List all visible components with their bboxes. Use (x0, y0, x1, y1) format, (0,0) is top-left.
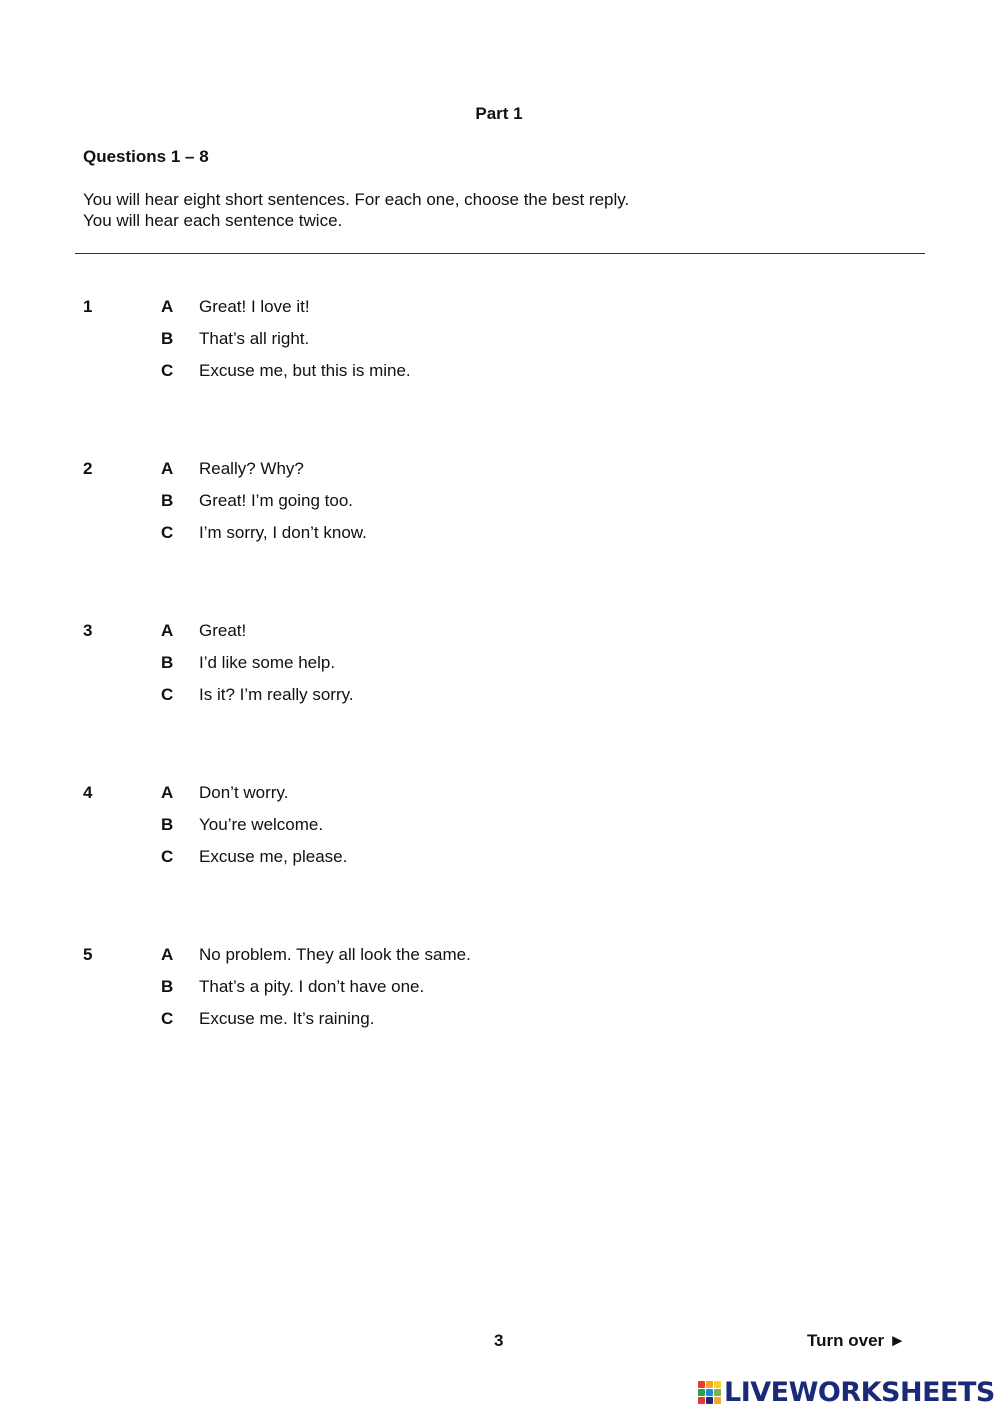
option-letter: C (161, 361, 174, 380)
option-text: That’s all right. (199, 329, 310, 348)
questions-range: Questions 1 – 8 (83, 147, 209, 166)
logo-square (706, 1397, 713, 1404)
option-letter: C (161, 1009, 174, 1028)
logo-text: LIVEWORKSHEETS (724, 1376, 995, 1408)
option-text: Excuse me, please. (199, 847, 348, 866)
page-number: 3 (494, 1331, 504, 1350)
logo-square (698, 1389, 705, 1396)
option-letter: A (161, 297, 174, 316)
logo-square (706, 1381, 713, 1388)
liveworksheets-logo (698, 1374, 995, 1410)
option-text: That’s a pity. I don’t have one. (199, 977, 425, 996)
option-text: Excuse me. It’s raining. (199, 1009, 375, 1028)
option-letter: B (161, 653, 174, 672)
turn-over-label: Turn over ► (807, 1331, 906, 1350)
question-number: 4 (83, 783, 93, 802)
option-text: Don’t worry. (199, 783, 289, 802)
instructions-line-1: You will hear eight short sentences. For each one, choose the best reply. (83, 190, 630, 209)
option-letter: B (161, 329, 174, 348)
logo-square (714, 1381, 721, 1388)
option-letter: A (161, 459, 174, 478)
logo-grid-icon (698, 1381, 721, 1404)
option-letter: A (161, 945, 174, 964)
option-text: You’re welcome. (199, 815, 324, 834)
option-text: I’d like some help. (199, 653, 336, 672)
question-number: 2 (83, 459, 93, 478)
option-text: No problem. They all look the same. (199, 945, 471, 964)
logo-square (698, 1381, 705, 1388)
logo-square (714, 1397, 721, 1404)
option-text: Really? Why? (199, 459, 304, 478)
divider (75, 253, 925, 254)
question-number: 3 (83, 621, 93, 640)
option-letter: B (161, 491, 174, 510)
option-letter: B (161, 977, 174, 996)
option-letter: C (161, 685, 174, 704)
option-text: Great! I love it! (199, 297, 310, 316)
question-number: 1 (83, 297, 93, 316)
option-letter: A (161, 621, 174, 640)
logo-square (698, 1397, 705, 1404)
option-text: I’m sorry, I don’t know. (199, 523, 367, 542)
option-text: Great! (199, 621, 247, 640)
option-text: Excuse me, but this is mine. (199, 361, 411, 380)
logo-square (714, 1389, 721, 1396)
option-text: Is it? I’m really sorry. (199, 685, 354, 704)
option-text: Great! I’m going too. (199, 491, 354, 510)
option-letter: C (161, 523, 174, 542)
part-title: Part 1 (475, 104, 523, 123)
option-letter: C (161, 847, 174, 866)
option-letter: B (161, 815, 174, 834)
option-letter: A (161, 783, 174, 802)
question-number: 5 (83, 945, 93, 964)
instructions-line-2: You will hear each sentence twice. (83, 211, 343, 230)
logo-square (706, 1389, 713, 1396)
